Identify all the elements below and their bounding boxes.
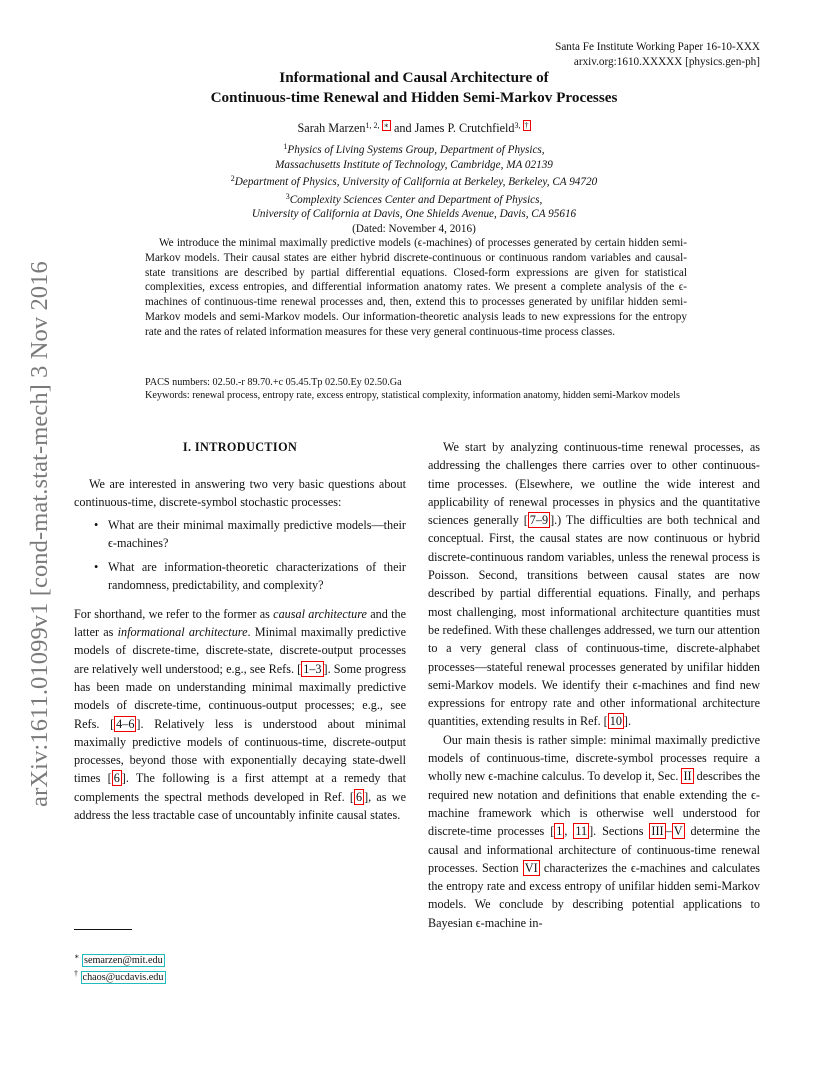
question-bullet-2: • What are information-theoretic characterizations of their randomness, predictability, and complexity? [108,558,406,595]
dated-line: (Dated: November 4, 2016) [352,222,476,235]
footnotes [74,950,166,984]
author1-footnote-link[interactable]: ∗ [383,121,389,130]
email-link-crutchfield[interactable]: chaos@ucdavis.edu [82,972,164,984]
section-link[interactable]: II [683,769,692,784]
pacs-keywords [145,376,690,402]
causal-architecture-term: causal architecture [273,606,367,621]
affiliation-line: University of California at Davis, One Shields Avenue, Davis, CA 95616 [251,208,577,221]
affiliation-line: $^1$Physics of Living Systems Group, Department of Physics, [283,142,545,156]
working-paper-header [555,40,760,69]
intro-paragraph-4: Our main thesis is rather simple: minimal maximally predictive models of continuous-time, discrete-symbol processes require a wholly new ϵ-machine calculus. To develop it, Sec. II describes the required new notation and definitions that enable extending the ϵ-machine framework which is otherwise well understood for discrete-time processes [ 1 , 11 ]. Sections III – V determine the causal and informational architecture of continuous-time renewal processes. Section VI characterizes the ϵ-machines and calculates the entropy rate and excess entropy of unifilar hidden semi-Markov models. We conclude by describing potential applications to Bayesian ϵ-machine in- [428,732,761,930]
title-line-2: Continuous-time Renewal and Hidden Semi-Markov Processes [210,89,618,106]
abstract: We introduce the minimal maximally predictive models (ϵ-machines) of processes generated by certain hidden semi-Markov models. Their causal states are either hybrid discrete-continuous or continuous random variables and causal-state transitions are described by partial differential equations. Closed-form expressions are given for statistical complexities, excess entropies, and differential information anatomy rates. We present a complete analysis of the ϵ-machines of continuous-time renewal processes and, then, extend this to processes generated by unifilar hidden semi-Markov models and semi-Markov models. Our information-theoretic analysis leads to new expressions for the entropy rate and the rates of related information measures for these very general continuous-time process classes. [145,237,687,338]
citation-link[interactable]: 1 [556,824,563,839]
author2-affil: 3, [514,121,523,130]
arxiv-stamp-text: arXiv:1611.01099v1 [cond-mat.stat-mech] 3 Nov 2016 [26,261,53,807]
affiliation-line: Massachusetts Institute of Technology, Cambridge, MA 02139 [275,158,553,171]
title-line-1: Informational and Causal Architecture of [279,69,549,86]
email-link-marzen[interactable]: semarzen@mit.edu [83,955,163,966]
author1-affil: 1, 2, [365,121,382,130]
intro-paragraph-2: For shorthand, we refer to the former as causal architecture and the latter as informational architecture. Minimal maximally predictive models of discrete-time, discrete-state, discrete-output processes are relatively well understood; e.g., see Refs. [ 1–3 ]. Some progress has been made on understanding minimal maximally predictive models of discrete-time, continuous-output processes; e.g., see Refs. [ 4–6 ]. Relatively less is understood about minimal maximally predictive models of continuous-time, discrete-output processes, beyond those with exponentially decaying state-dwell times [ 6 ]. The following is a first attempt at a remedy that complements the spectral methods developed in Ref. [ 6 ], as we address the less tractable case of uncountably infinite causal states. [74,606,407,823]
right-column [428,438,760,932]
question-bullet-1: • What are their minimal maximally predictive models—their ϵ-machines? [108,516,406,553]
citation-link[interactable]: 6 [355,789,363,804]
keywords: Keywords: renewal process, entropy rate, excess entropy, statistical complexity, information anatomy, hidden semi-Markov models [145,390,680,402]
section-link[interactable]: V [673,824,683,839]
working-paper-number: Santa Fe Institute Working Paper 16-10-XXX [555,41,760,53]
author-list [0,121,828,136]
arxiv-stamp [20,224,60,844]
section-link[interactable]: VI [524,860,538,875]
intro-paragraph-1: We are interested in answering two very basic questions about continuous-time, discrete-symbol stochastic processes: [74,477,406,510]
citation-link[interactable]: 4–6 [116,716,135,731]
author-marzen: Sarah Marzen [297,121,366,135]
affiliations [0,140,828,237]
footnote-2: † chaos@ucdavis.edu [74,969,164,984]
citation-link[interactable]: 7–9 [529,513,549,528]
paper-title [0,68,828,108]
informational-architecture-term: informational architecture [117,625,248,640]
pacs-numbers: PACS numbers: 02.50.-r 89.70.+c 05.45.Tp 02.50.Ey 02.50.Ga [145,377,402,388]
affiliation-line: $^2$Department of Physics, University of California at Berkeley, Berkeley, CA 94720 [230,174,598,189]
citation-link[interactable]: 6 [113,771,120,786]
intro-paragraph-3: We start by analyzing continuous-time renewal processes, as addressing the challenges there carries over to other continuous-time processes. (Elsewhere, we outline the wide interest and applicability of renewal processes in physics and the quantitative sciences generally [ 7–9 ].) The difficulties are both technical and conceptual. First, the causal states are now continuous or hybrid discrete-continuous random variables, unless the renewal process is Poisson. Second, transitions between causal states are now described by partial differential equations. Finally, and perhaps most challenging, most informational architecture quantities must be redefined. With these challenges addressed, we turn our attention to a very general class of continuous-time, discrete-alphabet processes—stateful renewal processes generated by unifilar hidden semi-Markov models. We identify their ϵ-machines and find new expressions for entropy rate and other informational architecture quantities, extending results in Ref. [ 10 ]. [428,440,760,729]
author-crutchfield: and James P. Crutchfield [390,121,515,135]
left-column [74,475,406,824]
section-heading-introduction: I. INTRODUCTION [182,440,298,454]
citation-link[interactable]: 11 [575,824,588,839]
author2-footnote-link[interactable]: † [524,121,529,130]
section-link[interactable]: III [651,824,664,839]
question-list [74,516,406,595]
footnote-1: ∗ semarzen@mit.edu [74,952,163,966]
citation-link[interactable]: 1–3 [303,661,322,676]
footnote-divider [74,929,132,930]
citation-link[interactable]: 10 [609,714,622,729]
arxiv-identifier: arxiv.org:1610.XXXXX [physics.gen-ph] [573,55,760,68]
affiliation-line: $^3$Complexity Sciences Center and Department of Physics, [285,191,543,206]
